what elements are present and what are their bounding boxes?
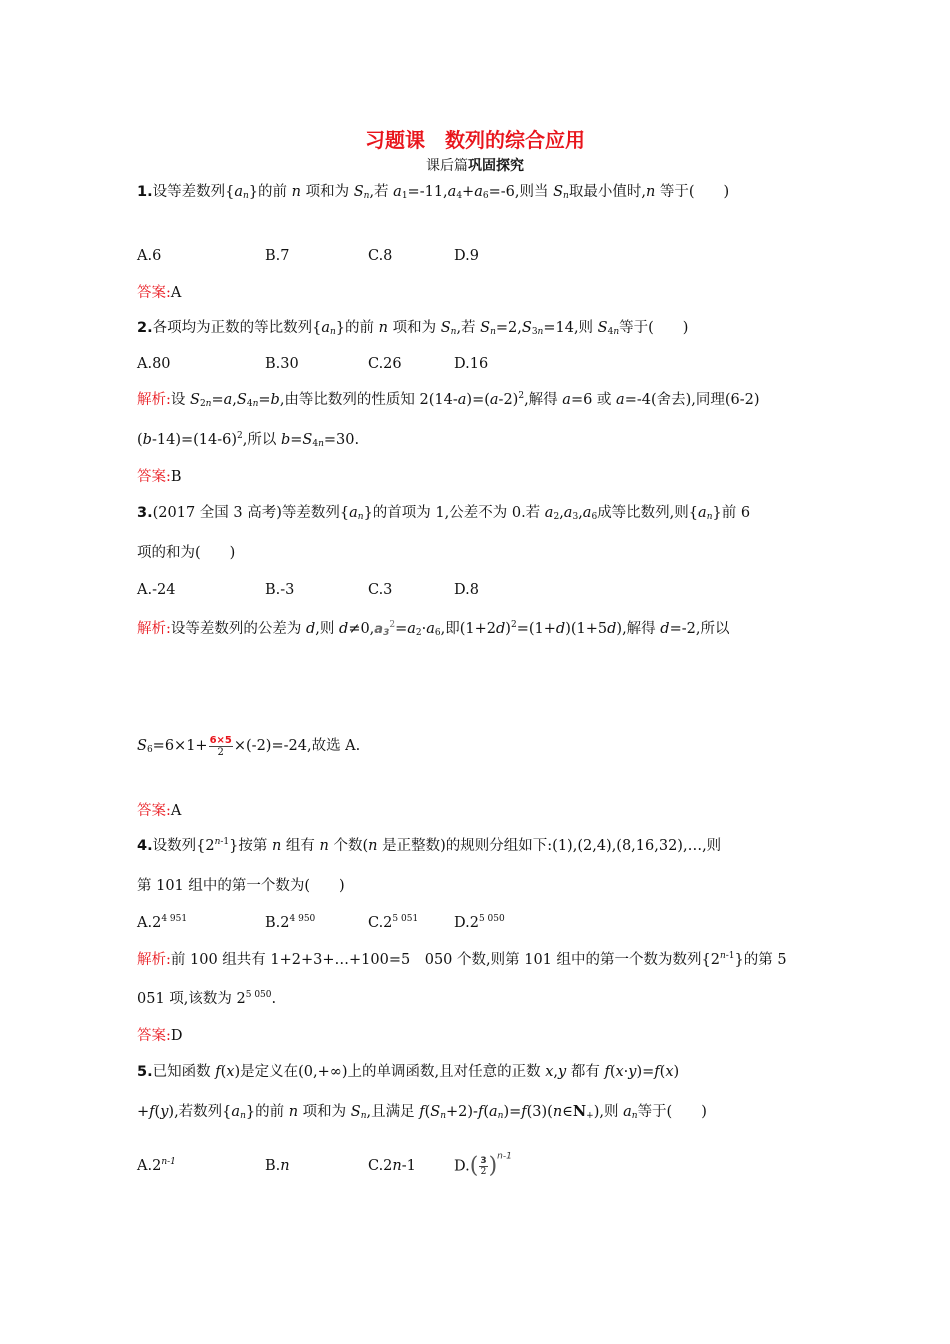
option-d: $D.2^{5 050}$ <box>454 914 505 931</box>
question-3-stem-line-1: 3.(2017 全国 3 高考)等差数列$\{a_n\}$的首项为 1,公差不为 0.若 $a_2,a_3,a_6$成等比数列,则$\{a_n\}$前 6 <box>137 505 751 522</box>
question-2-answer: 答案:B <box>137 469 182 485</box>
option-a: A.2$^{n-1}$ <box>137 1157 176 1174</box>
option-b: B.30 <box>265 356 299 372</box>
page-subtitle: 课后篇巩固探究 <box>426 158 524 174</box>
option-d: D.16 <box>454 356 489 372</box>
option-c: C.8 <box>368 248 393 264</box>
question-2-stem: 2.各项均为正数的等比数列$\{a_n\}$的前 n 项和为 $S_n$,若 $S_n=2,S_{3n}=14$,则 $S_{4n}$等于( ) <box>137 320 689 337</box>
page-title: 习题课 数列的综合应用 <box>365 128 585 152</box>
option-b: B.-3 <box>265 582 295 598</box>
option-d: D.8 <box>454 582 479 598</box>
question-5-stem-line-2: +f(y),若数列$\{a_n\}$的前 n 项和为 $S_n$,且满足 $f(S_n+2)-f(a_n)=f(3)(n\in N_+)$,则 $a_n$等于( ) <box>137 1103 707 1121</box>
question-3-answer: 答案:A <box>137 803 182 819</box>
option-d: D.9 <box>454 248 479 264</box>
option-d: D.( $\frac{3}{2}$ )$^{n-1}$ <box>454 1151 512 1179</box>
option-a: A.6 <box>137 248 162 264</box>
option-a: A.-24 <box>137 582 176 598</box>
option-b: B.n <box>265 1158 290 1174</box>
question-4-analysis-line-1: 解析:前 100 组共有 1+2+3+…+100=5 050 个数,则第 101 组中的第一个数为数列{2$^{n-1}$}的第 5 <box>137 951 787 968</box>
option-a: A.80 <box>137 356 171 372</box>
option-c: C.2n-1 <box>368 1158 416 1174</box>
question-4-stem-line-2: 第 101 组中的第一个数为( ) <box>137 878 345 894</box>
question-3-analysis-line-2: $S_6=6\times 1+$ $\frac{6\times 5}{2}$ ×(-2)=-24,故选 A. <box>137 734 361 758</box>
question-2-analysis-line-2: $(b-14)=(14-6)^2$,所以 $b=S_{4n}=30$. <box>137 431 360 449</box>
question-4-analysis-line-2: 051 项,该数为 $2^{5 050}$. <box>137 990 277 1007</box>
a3-squared-image: $a_3$ <box>374 622 390 638</box>
option-c: C.3 <box>368 582 393 598</box>
option-b: B.7 <box>265 248 290 264</box>
question-3-analysis-line-1: 解析:设等差数列的公差为 d,则 $d\ne 0,a_3^2=a_2\cdot a_6$,即$(1+2d)^2=(1+d)(1+5d)$,解得 d=-2,所以 <box>137 620 730 638</box>
question-4-answer: 答案:D <box>137 1028 183 1044</box>
question-1-stem: 1.设等差数列$\{a_n\}$的前 n 项和为 $S_n$,若 $a_1=-11,a_4+a_6=-6$,则当 $S_n$取最小值时,n 等于( ) <box>137 184 730 201</box>
question-3-stem-line-2: 项的和为( ) <box>137 545 236 561</box>
option-c: C.26 <box>368 356 402 372</box>
option-a: $A.2^{4 951}$ <box>137 914 188 931</box>
question-5-stem-line-1: 5.已知函数 f(x)是定义在(0,+∞)上的单调函数,且对任意的正数 x,y 都有 f(x·y)=f(x) <box>137 1064 680 1080</box>
option-b: $B.2^{4 950}$ <box>265 914 316 931</box>
fraction-three-halves: $\frac{3}{2}$ <box>480 1156 487 1177</box>
option-c: $C.2^{5 051}$ <box>368 914 419 931</box>
question-4-stem-line-1: 4.设数列{2$^{n-1}$}按第 n 组有 n 个数(n 是正整数)的规则分组如下:(1),(2,4),(8,16,32),…,则 <box>137 837 722 854</box>
question-2-analysis-line-1: 解析:设 $S_{2n}=a,S_{4n}=b$,由等比数列的性质知 $2(14-a)=(a-2)^2$,解得 a=6 或 a=-4(舍去),同理(6-2) <box>137 391 760 409</box>
fraction: $\frac{6\times 5}{2}$ <box>209 734 232 758</box>
question-1-answer: 答案:A <box>137 285 182 301</box>
